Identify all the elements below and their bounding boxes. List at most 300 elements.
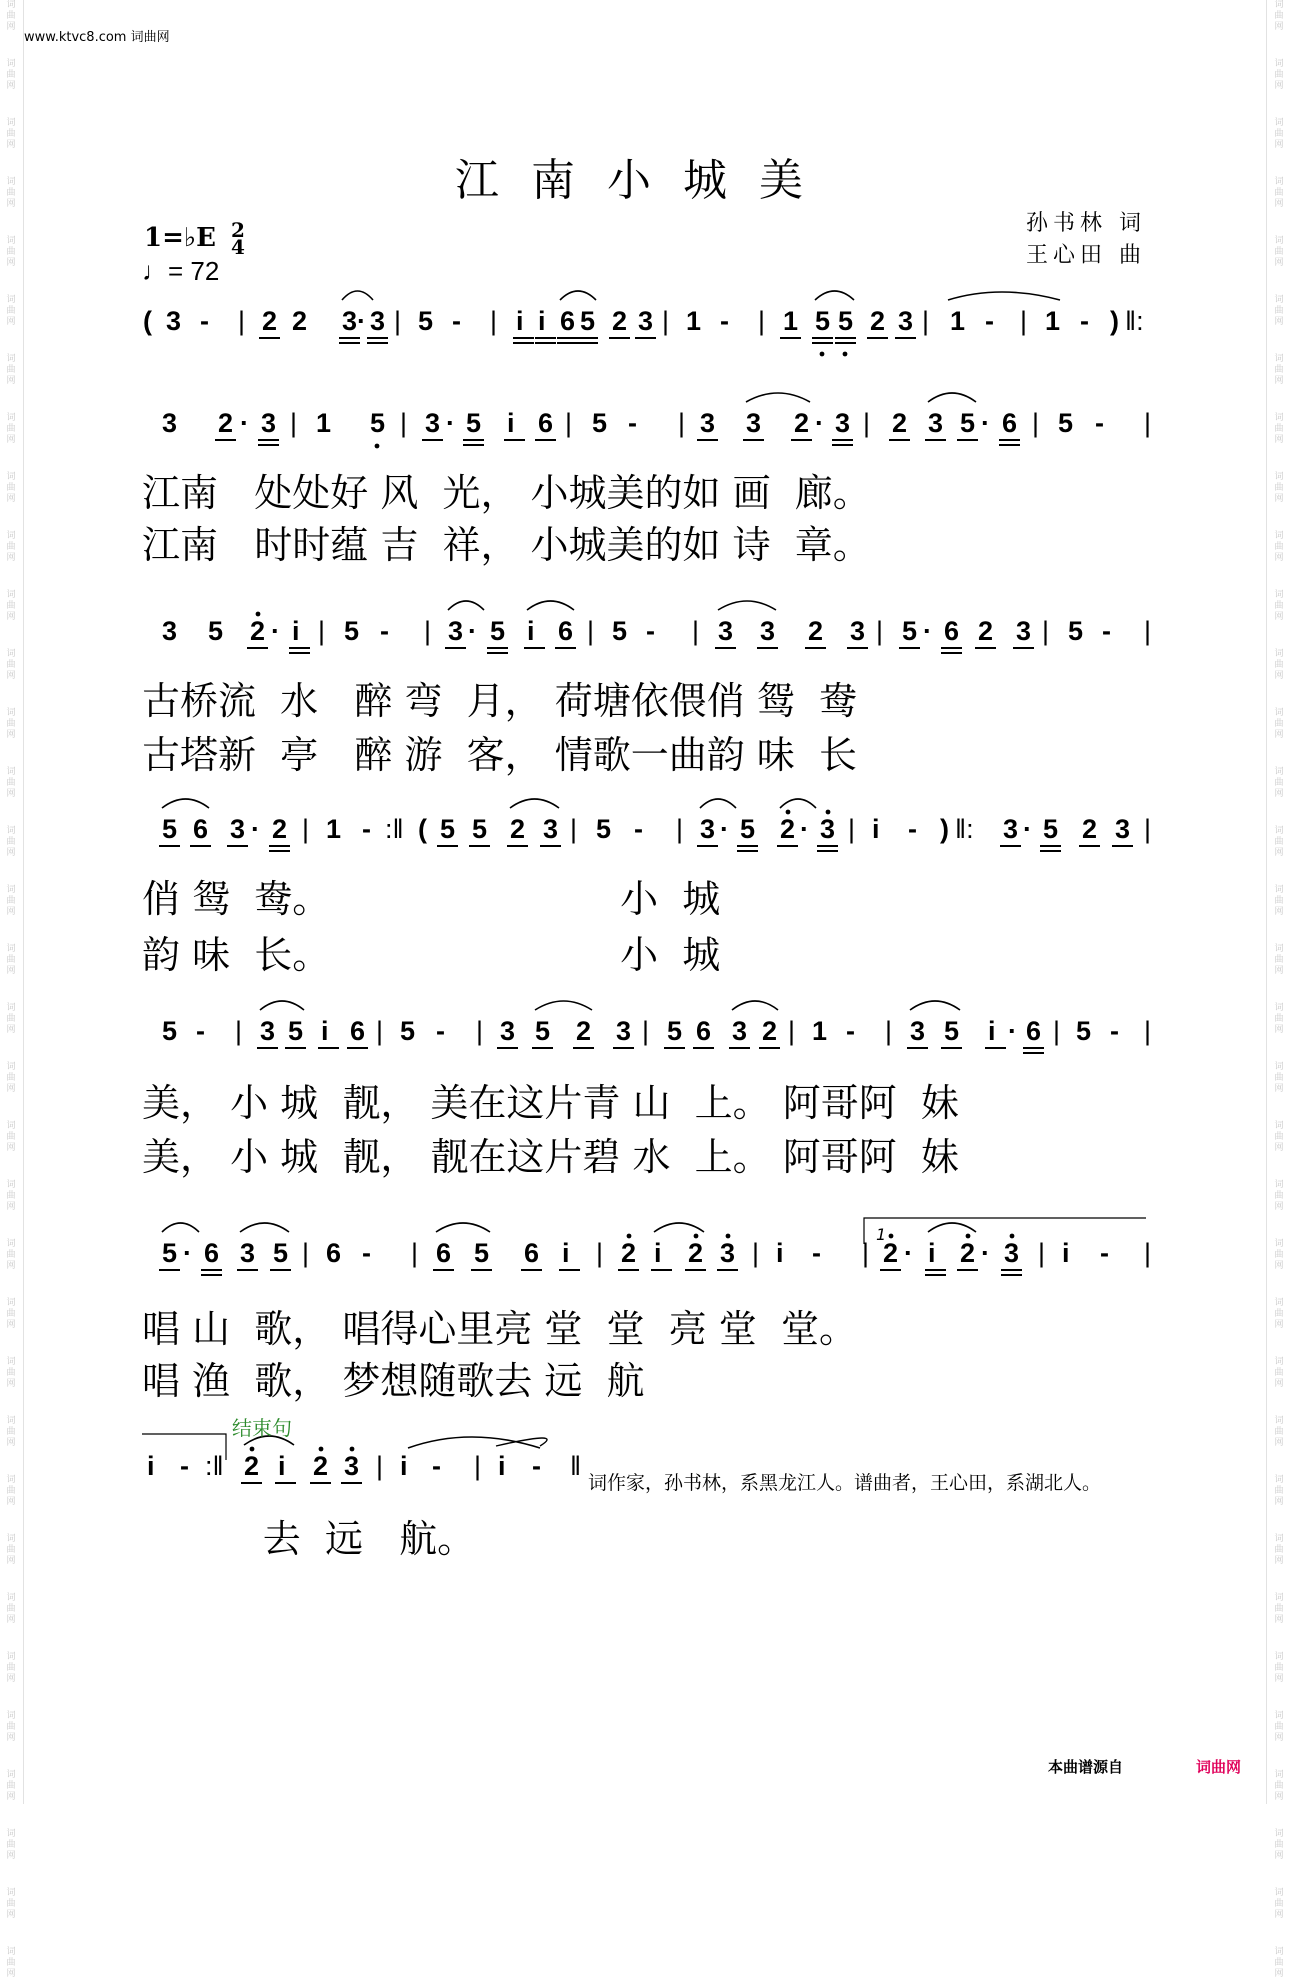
note: -: [362, 814, 371, 844]
watermark-mark: 词 曲 网: [1274, 590, 1284, 622]
watermark-mark: 词 曲 网: [6, 944, 16, 976]
note: 2: [272, 814, 288, 844]
slur: [535, 1001, 592, 1010]
watermark-mark: 词 曲 网: [6, 1298, 16, 1330]
watermark-mark: 词 曲 网: [6, 1888, 16, 1920]
watermark-mark: 词 曲 网: [1274, 472, 1284, 504]
note: -: [196, 1016, 205, 1046]
note: i: [516, 306, 524, 336]
ending-label: 结束句: [232, 1416, 292, 1440]
note: 2: [808, 616, 824, 646]
slur: [342, 291, 373, 300]
note: 5: [960, 408, 976, 438]
note: 3: [500, 1016, 516, 1046]
note: ·: [981, 1238, 990, 1268]
note: ·: [923, 616, 932, 646]
barline: |: [876, 616, 884, 646]
note: 3: [835, 408, 851, 438]
note: 5: [440, 814, 456, 844]
note: i: [292, 616, 300, 646]
barline: |: [1144, 408, 1152, 438]
barline: :‖: [205, 1451, 224, 1481]
time-numerator: 2: [231, 218, 245, 242]
note: i: [776, 1238, 784, 1268]
barline: |: [692, 616, 700, 646]
watermark-mark: 词 曲 网: [6, 1121, 16, 1153]
time-denominator: 4: [231, 235, 245, 259]
watermark-mark: 词 曲 网: [6, 1652, 16, 1684]
note: 3: [638, 306, 654, 336]
watermark-mark: 词 曲 网: [1274, 413, 1284, 445]
note: 5: [474, 1238, 490, 1268]
note: 5: [740, 814, 756, 844]
key-text: 1=♭E: [144, 223, 216, 253]
watermark-mark: 词 曲 网: [6, 1003, 16, 1035]
watermark-mark: 词 曲 网: [1274, 1829, 1284, 1861]
watermark-mark: 词 曲 网: [6, 1593, 16, 1625]
watermark-mark: 词 曲 网: [6, 0, 16, 32]
slur: [928, 393, 976, 402]
note: 5: [418, 306, 434, 336]
note: 3: [162, 408, 178, 438]
barline: |: [596, 1238, 604, 1268]
barline: |: [1032, 408, 1040, 438]
slur: [700, 799, 736, 808]
barline: ‖:: [1125, 306, 1144, 336]
watermark-mark: 词 曲 网: [6, 767, 16, 799]
note: -: [646, 616, 655, 646]
high-octave-dot: [350, 1447, 355, 1452]
note: -: [180, 1451, 189, 1481]
watermark-mark: 词 曲 网: [6, 1357, 16, 1389]
watermark-mark: 词 曲 网: [1274, 1357, 1284, 1389]
slur: [260, 1001, 304, 1010]
note: i: [498, 1451, 506, 1481]
note: 3: [898, 306, 914, 336]
note: 2: [870, 306, 886, 336]
footer-source: 本曲谱源自: [1048, 1758, 1124, 1776]
note: i: [538, 306, 546, 336]
note: ·: [446, 408, 455, 438]
note: ): [940, 814, 949, 844]
note: 2: [762, 1016, 778, 1046]
note: 2: [292, 306, 308, 336]
watermark-mark: 词 曲 网: [6, 295, 16, 327]
slur: [780, 799, 816, 808]
barline: |: [570, 814, 578, 844]
note: 6: [560, 306, 576, 336]
note: ·: [357, 306, 366, 336]
note: i: [872, 814, 880, 844]
note: 3: [700, 814, 716, 844]
note: 5: [162, 1016, 178, 1046]
barline: |: [376, 1451, 384, 1481]
slur: [910, 1001, 960, 1010]
note: 3: [1016, 616, 1032, 646]
note: 2: [780, 814, 796, 844]
barline: |: [424, 616, 432, 646]
watermark-mark: 词 曲 网: [1274, 885, 1284, 917]
high-octave-dot: [826, 810, 831, 815]
note: i: [507, 408, 515, 438]
watermark-mark: 词 曲 网: [6, 354, 16, 386]
lyricist-credit: 孙书林 词: [1026, 211, 1146, 236]
note: 1: [316, 408, 332, 438]
note: 5: [162, 1238, 178, 1268]
note: 6: [944, 616, 960, 646]
barline: |: [642, 1016, 650, 1046]
note: 3: [700, 408, 716, 438]
note: 3: [928, 408, 944, 438]
watermark-mark: 词 曲 网: [1274, 177, 1284, 209]
lyric-line: 江南 处处好 风 光， 小城美的如 画 廊。: [142, 471, 871, 515]
slur: [654, 1223, 704, 1232]
slur: [162, 1223, 199, 1232]
note: 6: [326, 1238, 342, 1268]
note: ·: [271, 616, 280, 646]
low-octave-dot: [375, 444, 380, 449]
note: 6: [436, 1238, 452, 1268]
lyric-line: 美， 小 城 靓， 靓在这片碧 水 上。 阿哥阿 妹: [142, 1135, 959, 1179]
composer-credit: 王心田 曲: [1026, 243, 1146, 268]
note: 5: [815, 306, 831, 336]
watermark-mark: 词 曲 网: [6, 1770, 16, 1802]
note: 6: [538, 408, 554, 438]
watermark-mark: 词 曲 网: [1274, 1770, 1284, 1802]
note: 5: [490, 616, 506, 646]
barline: |: [676, 814, 684, 844]
note: 5: [370, 408, 386, 438]
barline: |: [476, 1016, 484, 1046]
note: 3: [760, 616, 776, 646]
watermark-mark: 词 曲 网: [1274, 1711, 1284, 1743]
note: i: [321, 1016, 329, 1046]
note: 5: [902, 616, 918, 646]
author-note: 词作家，孙书林，系黑龙江人。谱曲者，王心田，系湖北人。: [588, 1472, 1102, 1494]
note: 5: [208, 616, 224, 646]
note: 5: [592, 408, 608, 438]
watermark-mark: 词 曲 网: [1274, 1888, 1284, 1920]
note: i: [1062, 1238, 1070, 1268]
note: 2: [1082, 814, 1098, 844]
note: 5: [1076, 1016, 1092, 1046]
note: 2: [960, 1238, 976, 1268]
lyric-line: 俏 鸳 鸯。 小 城: [142, 877, 721, 921]
note: -: [532, 1451, 541, 1481]
watermark-mark: 词 曲 网: [6, 1239, 16, 1271]
note: 2: [621, 1238, 637, 1268]
lyric-line: 韵 味 长。 小 城: [142, 933, 721, 977]
slur: [448, 601, 484, 610]
note: 5: [944, 1016, 960, 1046]
lyric-line: 唱 山 歌， 唱得心里亮 堂 堂 亮 堂 堂。: [142, 1307, 857, 1351]
note: 2: [794, 408, 810, 438]
watermark-mark: 词 曲 网: [6, 531, 16, 563]
high-octave-dot: [726, 1234, 731, 1239]
watermark-mark: 词 曲 网: [6, 1416, 16, 1448]
barline: |: [758, 306, 766, 336]
note: 5: [580, 306, 596, 336]
note: ·: [468, 616, 477, 646]
note: 3: [230, 814, 246, 844]
high-octave-dot: [1010, 1234, 1015, 1239]
low-octave-dot: [843, 352, 848, 357]
note: -: [432, 1451, 441, 1481]
note: -: [720, 306, 729, 336]
note: -: [1110, 1016, 1119, 1046]
watermark-mark: 词 曲 网: [1274, 767, 1284, 799]
note: ·: [815, 408, 824, 438]
low-octave-dot: [820, 352, 825, 357]
tempo-mark: ♩= 72: [142, 256, 220, 286]
note: (: [143, 306, 152, 336]
note: 5: [273, 1238, 289, 1268]
footer-site-link[interactable]: 词曲网: [1196, 1758, 1242, 1776]
note: 3: [720, 1238, 736, 1268]
note: ): [1110, 306, 1119, 336]
watermark-mark: 词 曲 网: [6, 590, 16, 622]
slur: [510, 799, 559, 808]
barline: |: [752, 1238, 760, 1268]
note: 1: [783, 306, 799, 336]
barline: ‖:: [955, 814, 974, 844]
note: ·: [981, 408, 990, 438]
watermark-mark: 词 曲 网: [1274, 1239, 1284, 1271]
note: 6: [1002, 408, 1018, 438]
note: 5: [1068, 616, 1084, 646]
barline: |: [302, 1238, 310, 1268]
watermark-mark: 词 曲 网: [6, 413, 16, 445]
watermark-mark: 词 曲 网: [6, 708, 16, 740]
barline: |: [788, 1016, 796, 1046]
note: 3: [370, 306, 386, 336]
note: 3: [261, 408, 277, 438]
note: i: [654, 1238, 662, 1268]
watermark-mark: 词 曲 网: [1274, 1475, 1284, 1507]
note: 2: [313, 1451, 329, 1481]
note: ·: [904, 1238, 913, 1268]
high-octave-dot: [694, 1234, 699, 1239]
note: 5: [535, 1016, 551, 1046]
barline: |: [1053, 1016, 1061, 1046]
lyric-line: 江南 时时蕴 吉 祥， 小城美的如 诗 章。: [142, 523, 871, 567]
slur: [815, 291, 854, 300]
song-title: 江南小城美: [455, 155, 835, 206]
watermark-mark: 词 曲 网: [1274, 1180, 1284, 1212]
high-octave-dot: [786, 810, 791, 815]
barline: |: [290, 408, 298, 438]
note: 2: [250, 616, 266, 646]
watermark-mark: 词 曲 网: [1274, 1003, 1284, 1035]
barline: |: [678, 408, 686, 438]
barline: |: [565, 408, 573, 438]
high-octave-dot: [627, 1234, 632, 1239]
note: i: [928, 1238, 936, 1268]
note: 3: [1003, 814, 1019, 844]
watermark-mark: 词 曲 网: [1274, 295, 1284, 327]
high-octave-dot: [966, 1234, 971, 1239]
note: i: [527, 616, 535, 646]
barline: |: [662, 306, 670, 336]
note: 5: [162, 814, 178, 844]
note: 5: [667, 1016, 683, 1046]
barline: |: [302, 814, 310, 844]
note: 3: [342, 306, 358, 336]
lyric-line: 去 远 航。: [142, 1517, 476, 1561]
watermark-mark: 词 曲 网: [6, 1062, 16, 1094]
note: 5: [472, 814, 488, 844]
note: 3: [448, 616, 464, 646]
note: 3: [718, 616, 734, 646]
barline: |: [376, 1016, 384, 1046]
volta-number: 1: [876, 1225, 887, 1244]
barline: |: [863, 408, 871, 438]
note: 2: [244, 1451, 260, 1481]
watermark-mark: 词 曲 网: [6, 59, 16, 91]
watermark-mark: 词 曲 网: [6, 1534, 16, 1566]
note: i: [400, 1451, 408, 1481]
watermark-mark: 词 曲 网: [1274, 1652, 1284, 1684]
note: 5: [838, 306, 854, 336]
note: 5: [1058, 408, 1074, 438]
watermark-mark: 词 曲 网: [6, 118, 16, 150]
note: 3: [746, 408, 762, 438]
slur: [240, 1223, 289, 1232]
note: -: [1100, 1238, 1109, 1268]
watermark-mark: 词 曲 网: [1274, 354, 1284, 386]
slur: [928, 1223, 976, 1232]
note: 5: [400, 1016, 416, 1046]
note: 6: [350, 1016, 366, 1046]
note: 2: [576, 1016, 592, 1046]
barline: |: [1144, 616, 1152, 646]
note: 1: [686, 306, 702, 336]
note: -: [628, 408, 637, 438]
note: 3: [1004, 1238, 1020, 1268]
note: 5: [344, 616, 360, 646]
barline: |: [1144, 1016, 1152, 1046]
note: ·: [720, 814, 729, 844]
lyric-line: 唱 渔 歌， 梦想随歌去 远 航: [142, 1359, 645, 1403]
slur: [527, 601, 574, 610]
slur: [436, 1223, 490, 1232]
lyric-line: 古桥流 水 醉 弯 月， 荷塘依偎俏 鸳 鸯: [142, 679, 857, 723]
note: i: [562, 1238, 570, 1268]
note: 3: [616, 1016, 632, 1046]
note: 1: [1045, 306, 1061, 336]
barline: ‖: [570, 1451, 582, 1481]
note: 6: [193, 814, 209, 844]
watermark-mark: 词 曲 网: [1274, 0, 1284, 32]
note: 3: [425, 408, 441, 438]
note: 1: [326, 814, 342, 844]
barline: |: [922, 306, 930, 336]
watermark-mark: 词 曲 网: [1274, 59, 1284, 91]
note: 5: [466, 408, 482, 438]
barline: |: [1038, 1238, 1046, 1268]
note: 3: [344, 1451, 360, 1481]
barline: |: [1144, 1238, 1152, 1268]
note: 2: [262, 306, 278, 336]
note: i: [278, 1451, 286, 1481]
note: 3: [850, 616, 866, 646]
watermark-mark: 词 曲 网: [6, 1180, 16, 1212]
watermark-mark: 词 曲 网: [1274, 236, 1284, 268]
watermark-mark: 词 曲 网: [1274, 1121, 1284, 1153]
high-octave-dot: [256, 612, 261, 617]
watermark-mark: 词 曲 网: [1274, 649, 1284, 681]
high-octave-dot: [319, 1447, 324, 1452]
note: 2: [883, 1238, 899, 1268]
note: 3: [260, 1016, 276, 1046]
note: ·: [251, 814, 260, 844]
note: 3: [240, 1238, 256, 1268]
note: -: [436, 1016, 445, 1046]
barline: |: [318, 616, 326, 646]
note: 3: [820, 814, 836, 844]
note: -: [846, 1016, 855, 1046]
site-header[interactable]: www.ktvc8.com 词曲网: [24, 30, 170, 45]
note: 6: [558, 616, 574, 646]
note: 3: [732, 1016, 748, 1046]
barline: |: [587, 616, 595, 646]
note: 1: [950, 306, 966, 336]
note: 5: [612, 616, 628, 646]
barline: |: [885, 1016, 893, 1046]
barline: |: [411, 1238, 419, 1268]
note: (: [418, 814, 427, 844]
note: 2: [510, 814, 526, 844]
note: 6: [696, 1016, 712, 1046]
note: i: [147, 1451, 155, 1481]
note: 2: [218, 408, 234, 438]
barline: :‖: [385, 814, 404, 844]
note: ·: [1008, 1016, 1017, 1046]
watermark-mark: 词 曲 网: [6, 1711, 16, 1743]
note: 3: [543, 814, 559, 844]
note: -: [380, 616, 389, 646]
watermark-mark: 词 曲 网: [1274, 1416, 1284, 1448]
tie: [948, 292, 1060, 300]
watermark-mark: 词 曲 网: [1274, 708, 1284, 740]
slur: [560, 291, 596, 300]
note: -: [200, 306, 209, 336]
slur: [718, 601, 776, 610]
watermark-mark: 词 曲 网: [6, 826, 16, 858]
note: 3: [162, 616, 178, 646]
note: -: [1102, 616, 1111, 646]
barline: |: [400, 408, 408, 438]
watermark-mark: 词 曲 网: [1274, 1298, 1284, 1330]
barline: |: [1144, 814, 1152, 844]
note: -: [1080, 306, 1089, 336]
note: -: [1095, 408, 1104, 438]
note: 3: [1115, 814, 1131, 844]
note: 5: [288, 1016, 304, 1046]
note: -: [362, 1238, 371, 1268]
watermark-mark: 词 曲 网: [6, 885, 16, 917]
watermark-mark: 词 曲 网: [6, 177, 16, 209]
watermark-mark: 词 曲 网: [1274, 826, 1284, 858]
note: 3: [910, 1016, 926, 1046]
barline: |: [235, 1016, 243, 1046]
barline: |: [1042, 616, 1050, 646]
note: 5: [596, 814, 612, 844]
note: 2: [892, 408, 908, 438]
watermark-mark: 词 曲 网: [6, 472, 16, 504]
note: -: [908, 814, 917, 844]
barline: |: [848, 814, 856, 844]
